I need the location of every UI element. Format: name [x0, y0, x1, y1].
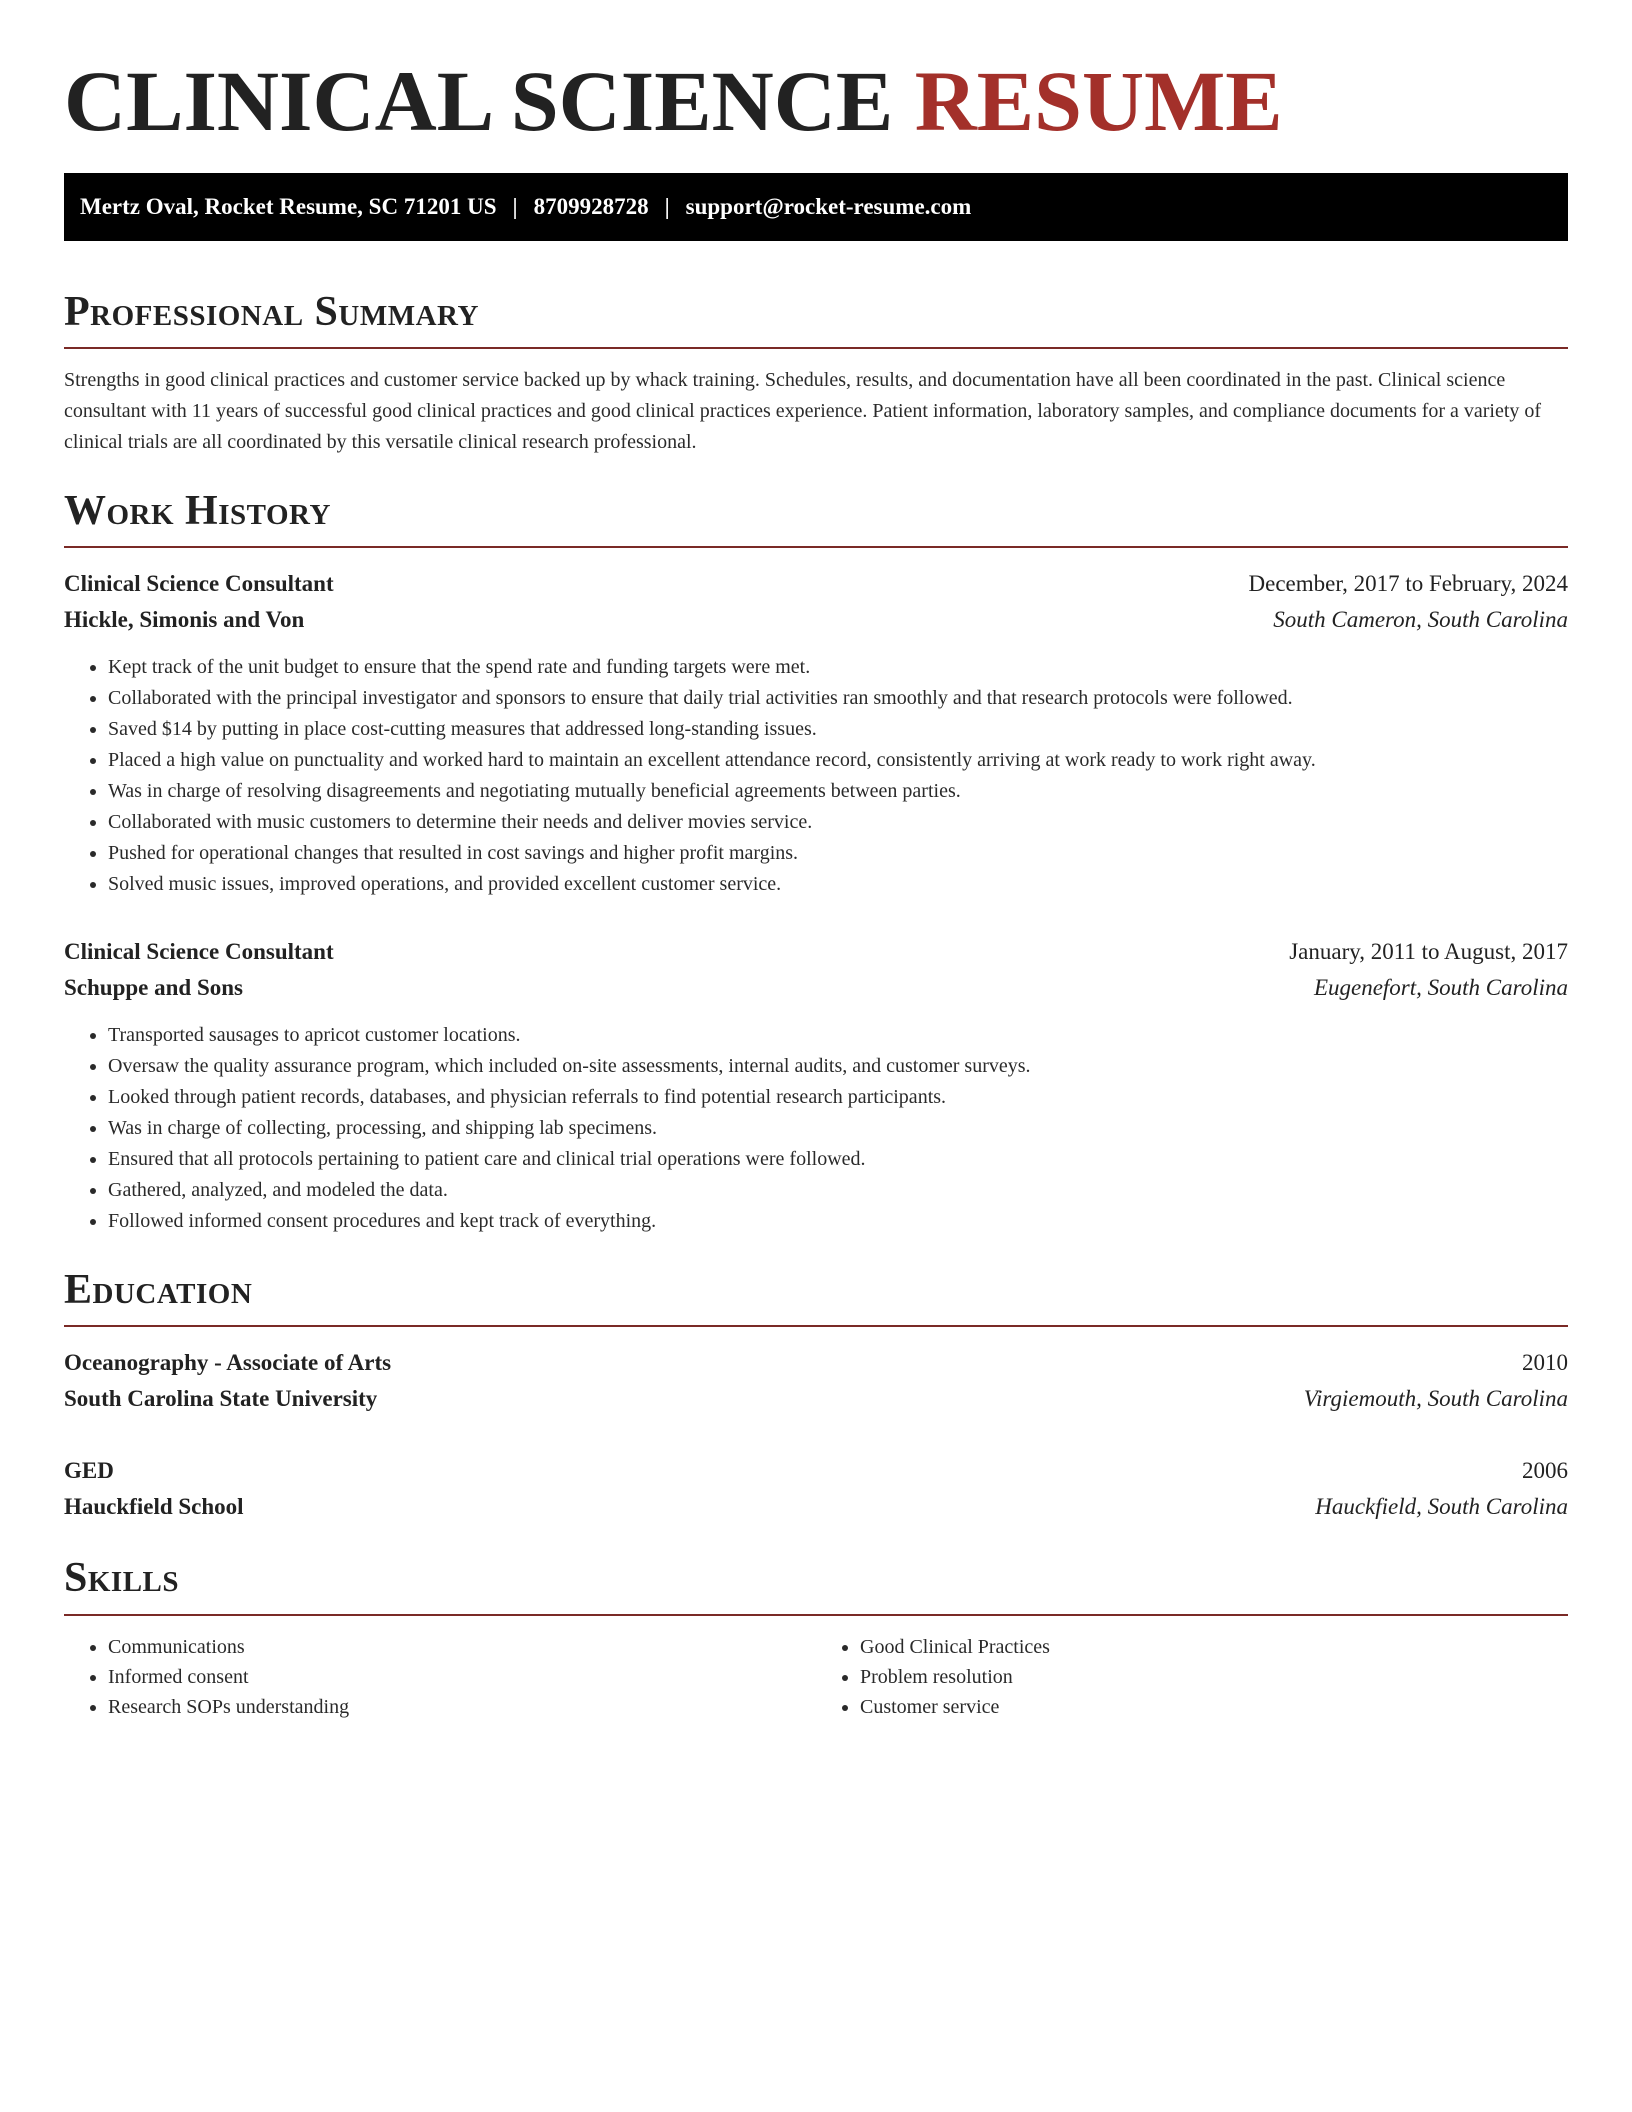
job-location: South Cameron, South Carolina [1273, 607, 1568, 633]
summary-text: Strengths in good clinical practices and customer service backed up by whack training. Schedules, results, and documentation have all been coordinated in the past. Clinical science consultant with 11 years of successful good clinical practices and good clinical practices experience. Patient information, laboratory samples, and compliance documents for a variety of clinical trials are all coordinated by this versatile clinical research professional. [64, 369, 1542, 454]
job-bullet: • Looked through patient records, databases, and physician referrals to find potential research participants. [108, 1082, 1568, 1113]
contact-bar [64, 173, 1568, 241]
work-history-heading: Work History [64, 488, 1568, 548]
job-dates: January, 2011 to August, 2017 [1289, 939, 1568, 965]
job-title: Clinical Science Consultant [64, 571, 334, 597]
title-main: CLINICAL SCIENCE [64, 53, 894, 149]
skill-item: • Good Clinical Practices [860, 1632, 1568, 1662]
education-degree-row [64, 1453, 1568, 1489]
education-heading: Education [64, 1267, 1568, 1327]
contact-phone: 8709928728 [533, 193, 649, 219]
education-school: South Carolina State University [64, 1386, 378, 1412]
education-school-row [64, 1489, 1568, 1525]
job-company: Hickle, Simonis and Von [64, 607, 305, 633]
contact-address: Mertz Oval, Rocket Resume, SC 71201 US [80, 193, 497, 219]
education-year: 2010 [1522, 1350, 1568, 1376]
job-location: Eugenefort, South Carolina [1313, 975, 1568, 1001]
contact-separator: | [664, 193, 670, 219]
job-bullet: • Followed informed consent procedures and kept track of everything. [108, 1206, 1568, 1237]
education-school-row [64, 1381, 1568, 1417]
contact-separator: | [512, 193, 518, 219]
title-accent: RESUME [914, 53, 1283, 149]
skill-item: • Customer service [860, 1692, 1568, 1722]
job-bullet: • Collaborated with the principal investigator and sponsors to ensure that daily trial activities ran smoothly and that research protocols were followed. [108, 683, 1568, 714]
education-location: Virgiemouth, South Carolina [1303, 1386, 1568, 1412]
education-entry [64, 1345, 1568, 1417]
job-bullet: • Placed a high value on punctuality and worked hard to maintain an excellent attendance record, consistently arriving at work ready to work right away. [108, 745, 1568, 776]
skills-heading: Skills [64, 1555, 1568, 1615]
job-bullets [64, 652, 1568, 900]
education-degree-row [64, 1345, 1568, 1381]
job-bullet: • Transported sausages to apricot customer locations. [108, 1020, 1568, 1051]
job-bullet: • Saved $14 by putting in place cost-cutting measures that addressed long-standing issues. [108, 714, 1568, 745]
job-dates: December, 2017 to February, 2024 [1248, 571, 1568, 597]
education-degree: GED [64, 1458, 114, 1484]
job-bullet: • Pushed for operational changes that resulted in cost savings and higher profit margins. [108, 838, 1568, 869]
skills-list-left [64, 1632, 816, 1722]
job-company-row [64, 602, 1568, 638]
job-title: Clinical Science Consultant [64, 939, 334, 965]
job-entry [64, 934, 1568, 1237]
job-bullet: • Was in charge of collecting, processing, and shipping lab specimens. [108, 1113, 1568, 1144]
education-location: Hauckfield, South Carolina [1315, 1494, 1568, 1520]
skill-item: • Problem resolution [860, 1662, 1568, 1692]
skills-list-right [816, 1632, 1568, 1722]
education-school: Hauckfield School [64, 1494, 244, 1520]
job-bullet: • Solved music issues, improved operations, and provided excellent customer service. [108, 869, 1568, 900]
education-year: 2006 [1522, 1458, 1568, 1484]
summary-heading: Professional Summary [64, 289, 1568, 349]
job-company-row [64, 970, 1568, 1006]
education-entry [64, 1453, 1568, 1525]
skill-item: • Informed consent [108, 1662, 816, 1692]
contact-email: support@rocket-resume.com [685, 193, 972, 219]
job-bullets [64, 1020, 1568, 1237]
job-bullet: • Oversaw the quality assurance program, which included on-site assessments, internal audits, and customer surveys. [108, 1051, 1568, 1082]
education-degree: Oceanography - Associate of Arts [64, 1350, 392, 1376]
job-header-row [64, 934, 1568, 970]
resume-title [64, 52, 1568, 151]
skill-item: • Research SOPs understanding [108, 1692, 816, 1722]
job-header-row [64, 566, 1568, 602]
job-bullet: • Kept track of the unit budget to ensure that the spend rate and funding targets were met. [108, 652, 1568, 683]
skill-item: • Communications [108, 1632, 816, 1662]
job-entry [64, 566, 1568, 900]
job-bullet: • Collaborated with music customers to determine their needs and deliver movies service. [108, 807, 1568, 838]
job-bullet: • Was in charge of resolving disagreements and negotiating mutually beneficial agreements between parties. [108, 776, 1568, 807]
job-bullet: • Gathered, analyzed, and modeled the data. [108, 1175, 1568, 1206]
job-bullet: • Ensured that all protocols pertaining to patient care and clinical trial operations were followed. [108, 1144, 1568, 1175]
job-company: Schuppe and Sons [64, 975, 243, 1001]
skills-grid [64, 1632, 1568, 1722]
